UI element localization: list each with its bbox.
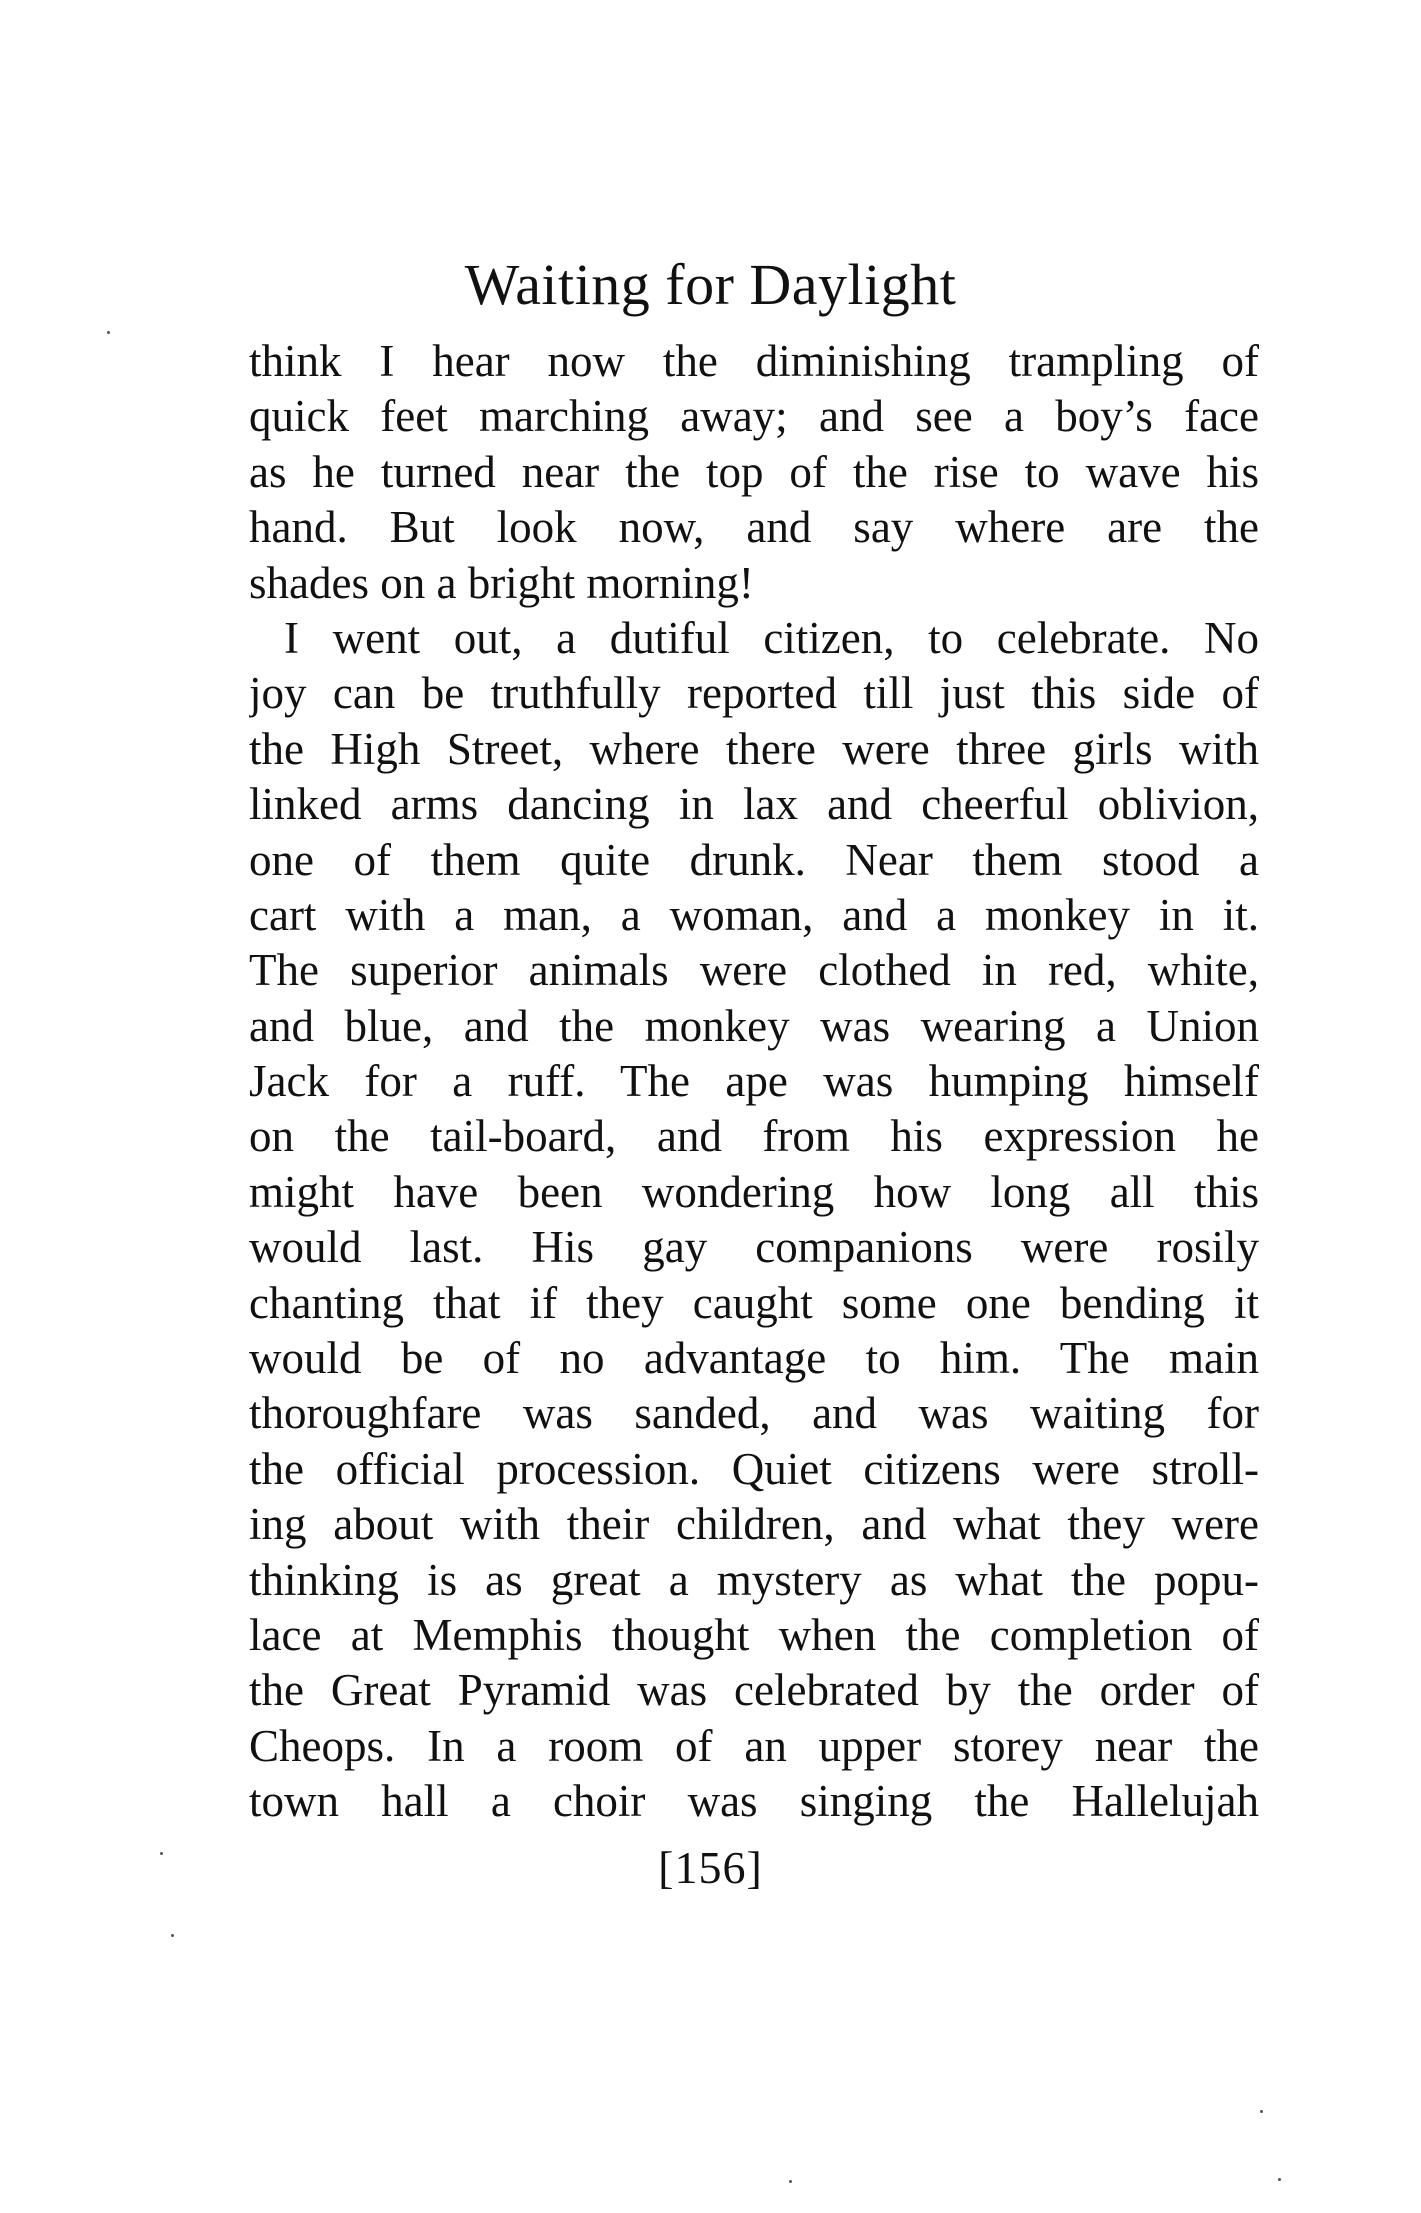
text-line: one of them quite drunk. Near them stood a xyxy=(249,834,1259,885)
paper-speck xyxy=(1278,2178,1281,2181)
text-line: thinking is as great a mystery as what the popu- xyxy=(249,1554,1259,1605)
text-line: might have been wondering how long all this xyxy=(249,1166,1259,1217)
text-line: quick feet marching away; and see a boy’s face xyxy=(249,391,1259,442)
text-line: shades on a bright morning! xyxy=(249,557,754,608)
text-line: would last. His gay companions were rosily xyxy=(249,1222,1259,1273)
text-line: and blue, and the monkey was wearing a Union xyxy=(249,1000,1259,1051)
text-line: the Great Pyramid was celebrated by the order of xyxy=(249,1665,1259,1716)
paper-speck xyxy=(1260,2110,1263,2113)
paper-speck xyxy=(107,331,110,334)
text-line: joy can be truthfully reported till just this side of xyxy=(249,668,1259,719)
paragraph-2 xyxy=(249,611,1259,1830)
text-line: town hall a choir was singing the Hallelujah xyxy=(249,1776,1259,1827)
text-line: cart with a man, a woman, and a monkey in it. xyxy=(249,889,1259,940)
text-line: think I hear now the diminishing trampling of xyxy=(249,336,1259,386)
running-head: Waiting for Daylight xyxy=(464,252,957,317)
text-line: as he turned near the top of the rise to wave his xyxy=(249,446,1259,497)
text-line: the official procession. Quiet citizens were stroll- xyxy=(249,1443,1259,1494)
text-line: hand. But look now, and say where are the xyxy=(249,502,1259,553)
body-text xyxy=(249,334,1259,1830)
text-line: the High Street, where there were three girls with xyxy=(249,723,1259,774)
text-line: on the tail-board, and from his expression he xyxy=(249,1111,1259,1162)
paper-speck xyxy=(160,1852,163,1855)
paper-speck xyxy=(789,2180,792,2183)
text-line: Jack for a ruff. The ape was humping himself xyxy=(249,1056,1259,1107)
text-line: Cheops. In a room of an upper storey near the xyxy=(249,1720,1259,1771)
text-line: ing about with their children, and what they were xyxy=(249,1499,1259,1550)
text-line: I went out, a dutiful citizen, to celebrate. No xyxy=(284,612,1259,663)
text-line: thoroughfare was sanded, and was waiting for xyxy=(249,1388,1259,1439)
text-line: The superior animals were clothed in red, white, xyxy=(249,945,1259,996)
text-line: lace at Memphis thought when the completion of xyxy=(249,1609,1259,1660)
text-line: chanting that if they caught some one bending it xyxy=(249,1277,1259,1328)
text-line: linked arms dancing in lax and cheerful oblivion, xyxy=(249,779,1259,830)
page-number: [156] xyxy=(658,1842,763,1893)
text-line: would be of no advantage to him. The main xyxy=(249,1333,1259,1384)
paper-speck xyxy=(171,1934,174,1937)
paragraph-1 xyxy=(249,334,1259,611)
